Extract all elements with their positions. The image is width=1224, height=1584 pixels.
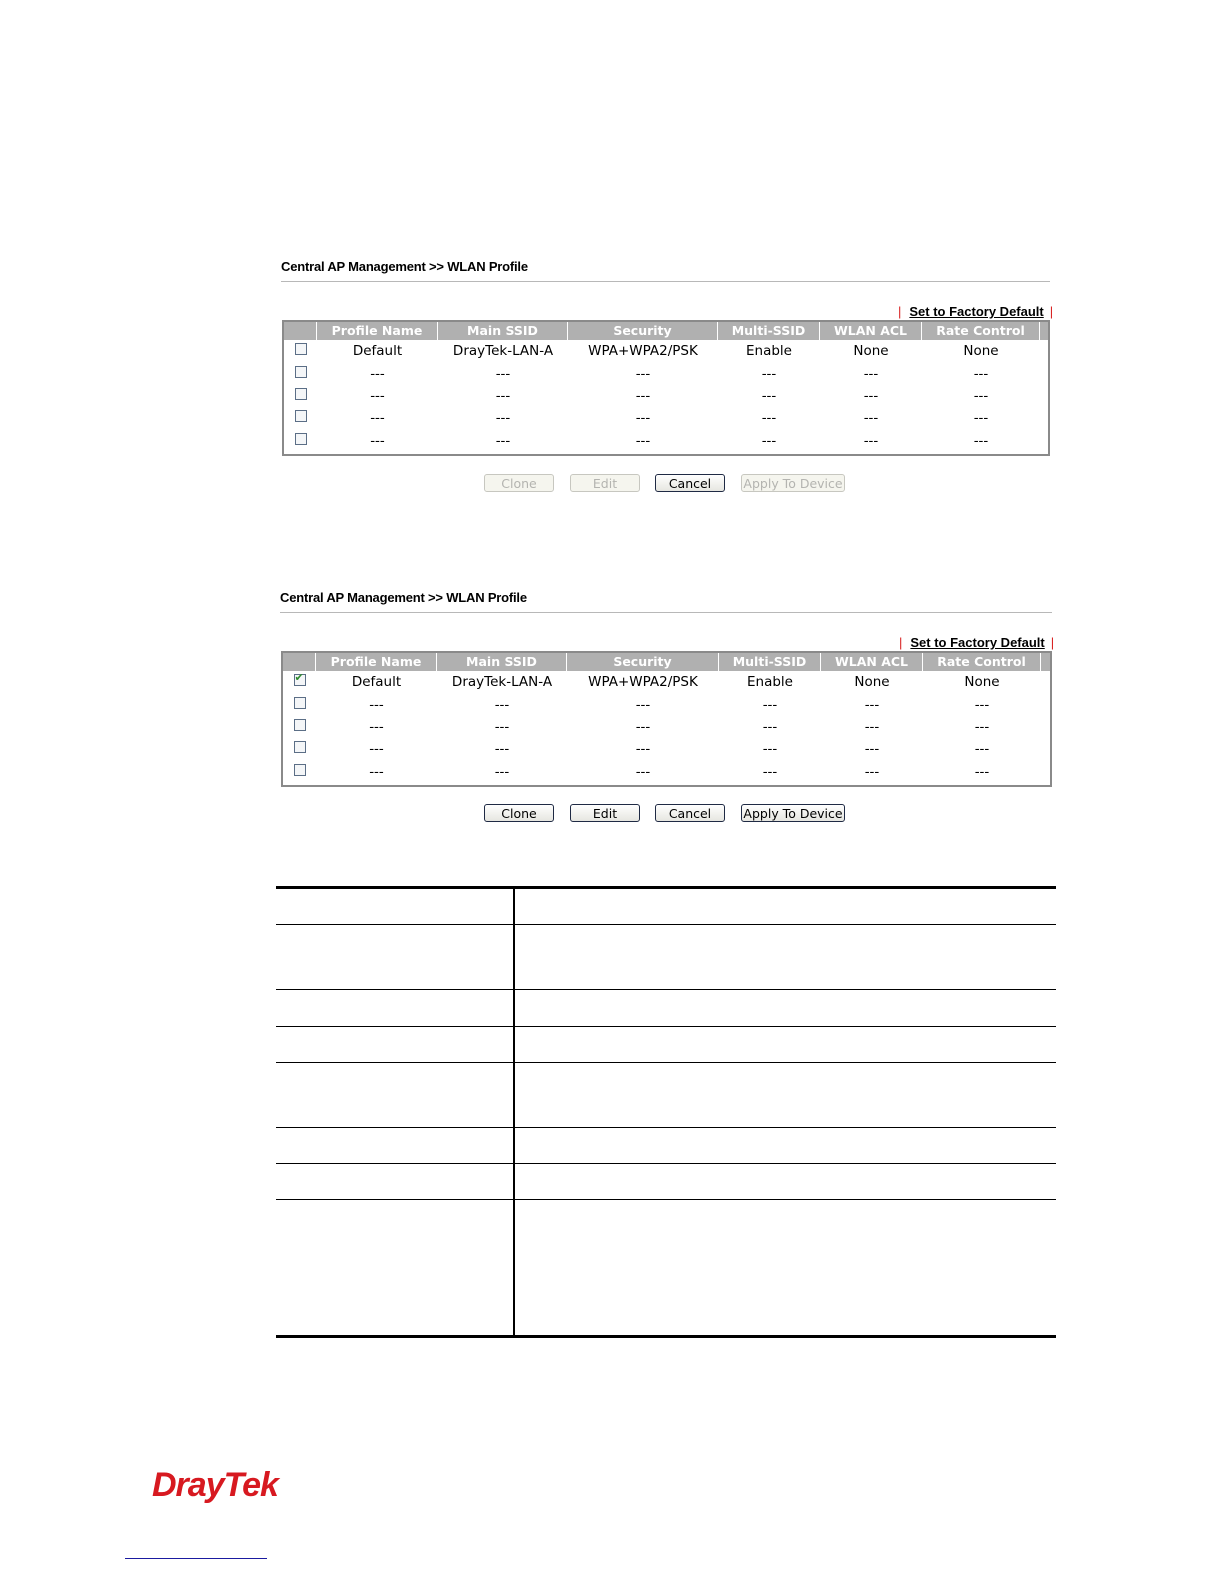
table-row-divider <box>276 924 1056 925</box>
table-cell: --- <box>974 718 990 735</box>
table-row <box>284 362 1048 384</box>
column-header: Profile Name <box>316 653 437 671</box>
apply-to-device-button[interactable]: Apply To Device <box>741 474 845 492</box>
separator-mark: | <box>1050 635 1055 650</box>
column-header: Rate Control <box>923 653 1041 671</box>
table-row-divider <box>276 1127 1056 1128</box>
table-cell: --- <box>635 387 651 404</box>
table-cell: None <box>853 343 889 360</box>
table-cell: --- <box>635 763 651 780</box>
table-cell: --- <box>369 696 384 713</box>
table-cell: Default <box>352 343 403 360</box>
draytek-logo: DrayTek <box>152 1466 278 1504</box>
title-divider <box>281 281 1050 282</box>
table-cell: --- <box>762 741 778 758</box>
table-cell: WPA+WPA2/PSK <box>588 674 698 691</box>
table-cell: DrayTek-LAN-A <box>452 343 554 360</box>
column-header: Main SSID <box>438 322 568 340</box>
description-table <box>276 886 1056 1338</box>
select-column-header <box>283 653 316 671</box>
table-cell: --- <box>974 763 990 780</box>
table-cell: --- <box>864 718 880 735</box>
table-cell: --- <box>863 365 879 382</box>
table-cell: --- <box>761 432 777 449</box>
table-cell: --- <box>863 432 879 449</box>
table-cell: --- <box>635 365 651 382</box>
select-cell <box>284 366 317 382</box>
table-row <box>283 693 1050 715</box>
table-cell: Default <box>351 674 402 691</box>
table-cell: None <box>854 674 890 691</box>
table-header <box>284 322 1048 340</box>
row-checkbox[interactable] <box>294 764 306 776</box>
column-header: WLAN ACL <box>820 322 922 340</box>
footer-rule <box>125 1558 267 1559</box>
table-row <box>283 761 1050 783</box>
select-cell <box>283 674 316 690</box>
table-cell: --- <box>974 696 990 713</box>
table-cell: --- <box>761 387 777 404</box>
table-cell: --- <box>635 741 651 758</box>
table-cell: --- <box>369 741 384 758</box>
select-cell <box>284 343 317 359</box>
apply-to-device-button[interactable]: Apply To Device <box>741 804 845 822</box>
title-divider <box>280 612 1052 613</box>
breadcrumb: Central AP Management >> WLAN Profile <box>280 590 527 605</box>
row-checkbox[interactable] <box>294 741 306 753</box>
table-cell: --- <box>762 718 778 735</box>
row-checkbox[interactable] <box>295 410 307 422</box>
table-header <box>283 653 1050 671</box>
row-checkbox[interactable] <box>294 697 306 709</box>
wlan-profile-table <box>281 651 1052 787</box>
column-header: WLAN ACL <box>821 653 923 671</box>
table-column-divider <box>513 888 515 1336</box>
cancel-button[interactable]: Cancel <box>655 474 725 492</box>
select-cell <box>283 697 316 713</box>
table-cell: --- <box>973 365 989 382</box>
select-cell <box>283 719 316 735</box>
table-cell: None <box>964 674 1000 691</box>
table-cell: --- <box>494 718 510 735</box>
column-header: Security <box>568 322 718 340</box>
row-checkbox[interactable] <box>295 388 307 400</box>
breadcrumb: Central AP Management >> WLAN Profile <box>281 259 528 274</box>
column-header: Main SSID <box>437 653 567 671</box>
table-row-divider <box>276 1026 1056 1027</box>
table-cell: --- <box>370 410 385 427</box>
clone-button[interactable]: Clone <box>484 474 554 492</box>
table-cell: --- <box>635 410 651 427</box>
table-row-divider <box>276 1062 1056 1063</box>
table-cell: DrayTek-LAN-A <box>451 674 553 691</box>
table-cell: --- <box>635 718 651 735</box>
table-cell: Enable <box>746 343 792 360</box>
set-to-factory-default-link[interactable]: Set to Factory Default <box>910 635 1045 650</box>
table-cell: --- <box>973 410 989 427</box>
column-header: Multi-SSID <box>719 653 821 671</box>
table-cell: None <box>963 343 999 360</box>
select-cell <box>284 388 317 404</box>
clone-button[interactable]: Clone <box>484 804 554 822</box>
select-cell <box>284 433 317 449</box>
table-top-rule <box>276 886 1056 889</box>
table-row <box>284 340 1048 362</box>
table-cell: --- <box>494 763 510 780</box>
column-header: Profile Name <box>317 322 438 340</box>
column-header: Security <box>567 653 719 671</box>
table-cell: --- <box>864 696 880 713</box>
table-row <box>283 716 1050 738</box>
row-checkbox[interactable] <box>294 719 306 731</box>
table-cell: --- <box>494 741 510 758</box>
separator-mark: | <box>898 304 902 319</box>
table-cell: --- <box>863 387 879 404</box>
row-checkbox[interactable] <box>294 674 306 686</box>
table-cell: --- <box>495 432 511 449</box>
table-cell: --- <box>761 410 777 427</box>
table-row <box>283 671 1050 693</box>
table-cell: --- <box>864 763 880 780</box>
edit-button[interactable]: Edit <box>570 804 640 822</box>
table-row-divider <box>276 1199 1056 1200</box>
table-cell: --- <box>973 432 989 449</box>
table-cell: --- <box>974 741 990 758</box>
table-cell: --- <box>369 763 384 780</box>
factory-default-bar <box>899 635 1054 650</box>
table-cell: --- <box>973 387 989 404</box>
table-cell: --- <box>369 718 384 735</box>
select-cell <box>283 764 316 780</box>
table-cell: --- <box>370 432 385 449</box>
table-cell: WPA+WPA2/PSK <box>588 343 698 360</box>
table-row-divider <box>276 1163 1056 1164</box>
row-checkbox[interactable] <box>295 343 307 355</box>
select-cell <box>284 410 317 426</box>
column-header: Rate Control <box>922 322 1040 340</box>
wlan-profile-table <box>282 320 1050 456</box>
table-cell: --- <box>635 696 651 713</box>
table-cell: Enable <box>747 674 793 691</box>
table-cell: --- <box>635 432 651 449</box>
table-row <box>284 407 1048 429</box>
table-bottom-rule <box>276 1335 1056 1338</box>
table-row <box>283 738 1050 760</box>
table-cell: --- <box>761 365 777 382</box>
table-cell: --- <box>370 387 385 404</box>
table-cell: --- <box>495 387 511 404</box>
factory-default-bar <box>898 304 1053 319</box>
separator-mark: | <box>1049 304 1054 319</box>
table-cell: --- <box>863 410 879 427</box>
table-cell: --- <box>370 365 385 382</box>
table-row <box>284 430 1048 452</box>
table-cell: --- <box>495 410 511 427</box>
select-column-header <box>284 322 317 340</box>
set-to-factory-default-link[interactable]: Set to Factory Default <box>909 304 1044 319</box>
row-checkbox[interactable] <box>295 433 307 445</box>
table-row-divider <box>276 989 1056 990</box>
table-cell: --- <box>762 696 778 713</box>
table-cell: --- <box>494 696 510 713</box>
row-checkbox[interactable] <box>295 366 307 378</box>
table-cell: --- <box>864 741 880 758</box>
separator-mark: | <box>899 635 903 650</box>
select-cell <box>283 741 316 757</box>
column-header: Multi-SSID <box>718 322 820 340</box>
cancel-button[interactable]: Cancel <box>655 804 725 822</box>
table-row <box>284 385 1048 407</box>
edit-button[interactable]: Edit <box>570 474 640 492</box>
table-cell: --- <box>762 763 778 780</box>
table-cell: --- <box>495 365 511 382</box>
